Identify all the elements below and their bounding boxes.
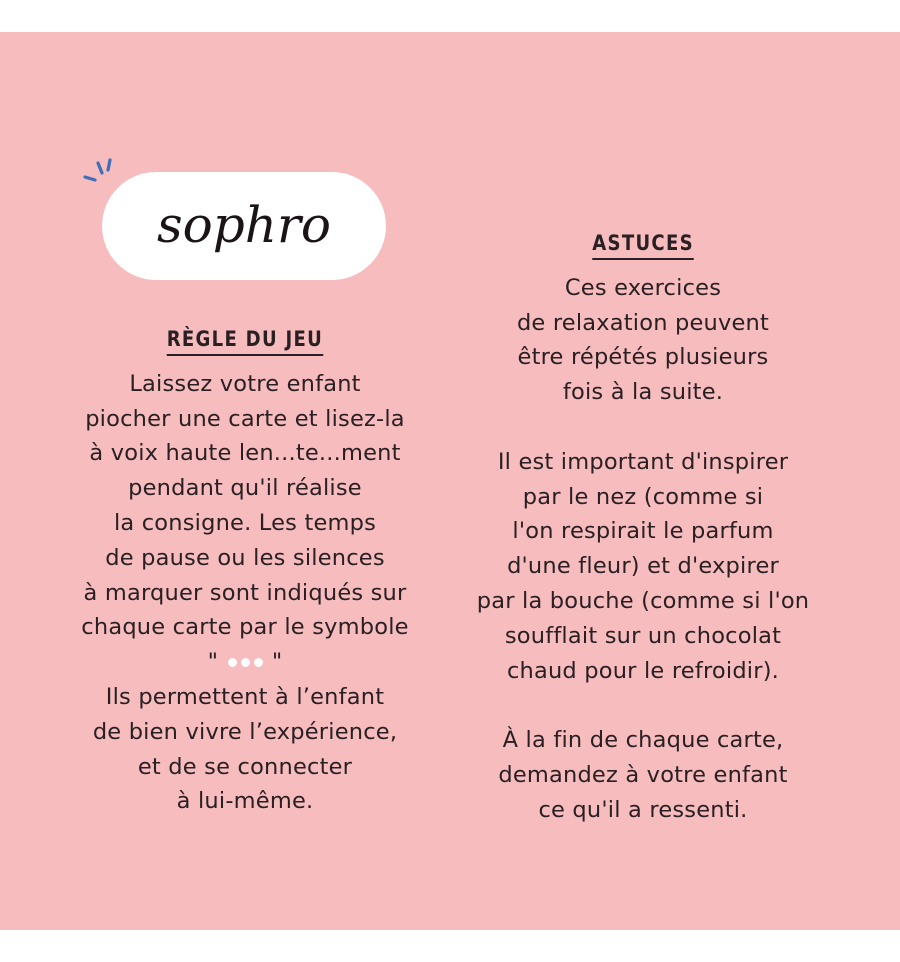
dot-icon xyxy=(241,658,250,667)
rules-line: et de se connecter xyxy=(137,753,353,780)
rules-line: à lui-même. xyxy=(176,788,314,815)
rules-line: Laissez votre enfant xyxy=(129,370,361,397)
rules-line: de bien vivre l’expérience, xyxy=(92,718,398,745)
paragraph-gap xyxy=(448,410,838,445)
rules-line: chaque carte par le symbole xyxy=(81,614,409,641)
pause-symbol xyxy=(40,645,450,680)
rules-line: de pause ou les silences xyxy=(105,544,385,571)
tips-line: À la fin de chaque carte, xyxy=(502,727,784,754)
paragraph-gap xyxy=(448,688,838,723)
tips-line: Ces exercices xyxy=(564,274,722,301)
tips-line: chaud pour le refroidir). xyxy=(506,657,780,684)
tips-line: soufflait sur un chocolat xyxy=(504,622,782,649)
tips-line: Il est important d'inspirer xyxy=(497,448,789,475)
tips-line: d'une fleur) et d'expirer xyxy=(507,553,779,580)
tips-line: fois à la suite. xyxy=(562,379,724,406)
tips-line: de relaxation peuvent xyxy=(516,309,770,336)
tips-column xyxy=(448,226,838,828)
quote-close: " xyxy=(271,649,283,676)
sophro-logo xyxy=(102,172,386,280)
instruction-card xyxy=(0,32,900,930)
dot-icon xyxy=(254,658,263,667)
rules-line: pendant qu'il réalise xyxy=(128,475,362,502)
tips-heading: ASTUCES xyxy=(592,230,694,260)
rules-line: à voix haute len...te...ment xyxy=(89,440,401,467)
tips-line: par le nez (comme si xyxy=(522,483,764,510)
rules-line: Ils permettent à l’enfant xyxy=(105,683,385,710)
rules-column xyxy=(40,322,450,819)
rules-line: à marquer sont indiqués sur xyxy=(83,579,407,606)
logo-badge xyxy=(102,172,386,280)
quote-open: " xyxy=(207,649,219,676)
rules-line: la consigne. Les temps xyxy=(113,509,377,536)
tips-line: l'on respirait le parfum xyxy=(512,518,774,545)
rules-heading: RÈGLE DU JEU xyxy=(167,326,323,356)
tips-line: être répétés plusieurs xyxy=(517,344,769,371)
logo-text: sophro xyxy=(157,196,331,254)
dot-icon xyxy=(228,658,237,667)
tips-line: ce qu'il a ressenti. xyxy=(538,796,748,823)
rules-line: piocher une carte et lisez-la xyxy=(85,405,405,432)
tips-line: par la bouche (comme si l'on xyxy=(476,587,810,614)
tips-line: demandez à votre enfant xyxy=(498,761,788,788)
